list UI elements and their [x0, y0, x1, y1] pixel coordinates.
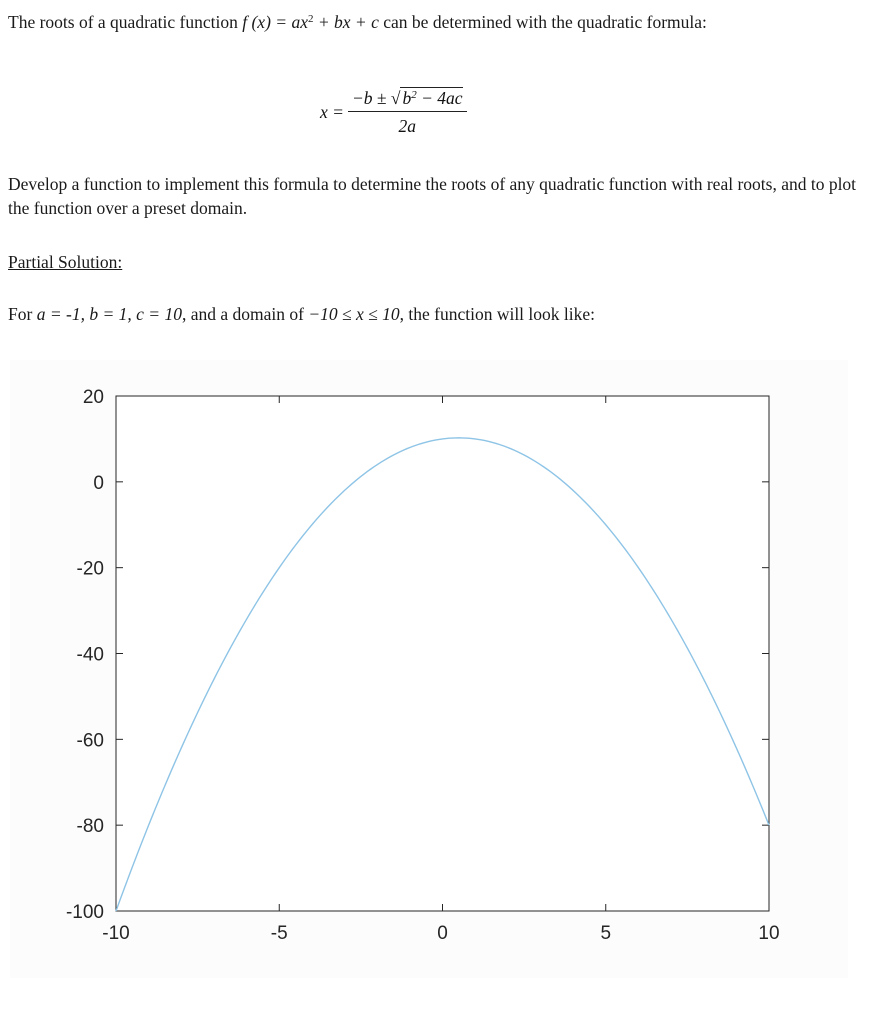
param-b: b = 1, [89, 304, 137, 324]
y-tick-label: -40 [76, 644, 104, 666]
function-term-rest: + bx + c [313, 12, 379, 32]
y-tick-label: -100 [65, 902, 104, 923]
x-tick-label: 0 [437, 923, 448, 944]
numerator-left: −b ± √ [351, 88, 401, 108]
x-tick-label: -10 [102, 923, 130, 944]
y-tick-label: 0 [93, 472, 104, 494]
for-mid: , and a domain of [181, 304, 309, 324]
numerator-exponent: 2 [411, 89, 417, 101]
y-tick-label: -80 [76, 816, 104, 838]
intro-paragraph [8, 10, 707, 34]
for-tail: , the function will look like: [399, 304, 596, 324]
x-tick-label: -5 [270, 923, 288, 944]
formula-denominator: 2a [398, 116, 416, 136]
plot-svg [10, 360, 848, 978]
numerator-b: b [402, 88, 412, 108]
x-tick-label: 10 [758, 923, 780, 944]
partial-solution-heading: Partial Solution: [8, 252, 123, 272]
y-tick-label: -20 [76, 558, 104, 580]
param-a: a = -1, [36, 304, 90, 324]
formula-fraction [348, 88, 467, 137]
domain-expression: −10 ≤ x ≤ 10 [308, 304, 400, 324]
y-tick-label: -60 [76, 730, 104, 752]
intro-suffix: can be determined with the quadratic formula: [383, 12, 707, 32]
sqrt-radicand [400, 87, 462, 108]
y-tick-label: 20 [82, 387, 104, 408]
numerator-right: − 4ac [416, 88, 463, 108]
develop-paragraph: Develop a function to implement this formula to determine the roots of any quadratic function with real roots, and to plot the function over a preset domain. [8, 174, 857, 218]
formula-lhs: x = [320, 102, 344, 122]
function-term-a: ax [291, 12, 308, 32]
param-c: c = 10 [136, 304, 182, 324]
function-lhs: f (x) = [242, 12, 292, 32]
for-lead: For [8, 304, 37, 324]
parameters-line [8, 302, 595, 326]
quadratic-formula [320, 88, 467, 137]
function-exponent: 2 [307, 13, 314, 25]
plot-frame [116, 396, 769, 911]
intro-prefix: The roots of a quadratic function [8, 12, 238, 32]
chart-container [10, 360, 848, 978]
x-tick-label: 5 [600, 923, 612, 944]
formula-numerator [348, 88, 467, 112]
